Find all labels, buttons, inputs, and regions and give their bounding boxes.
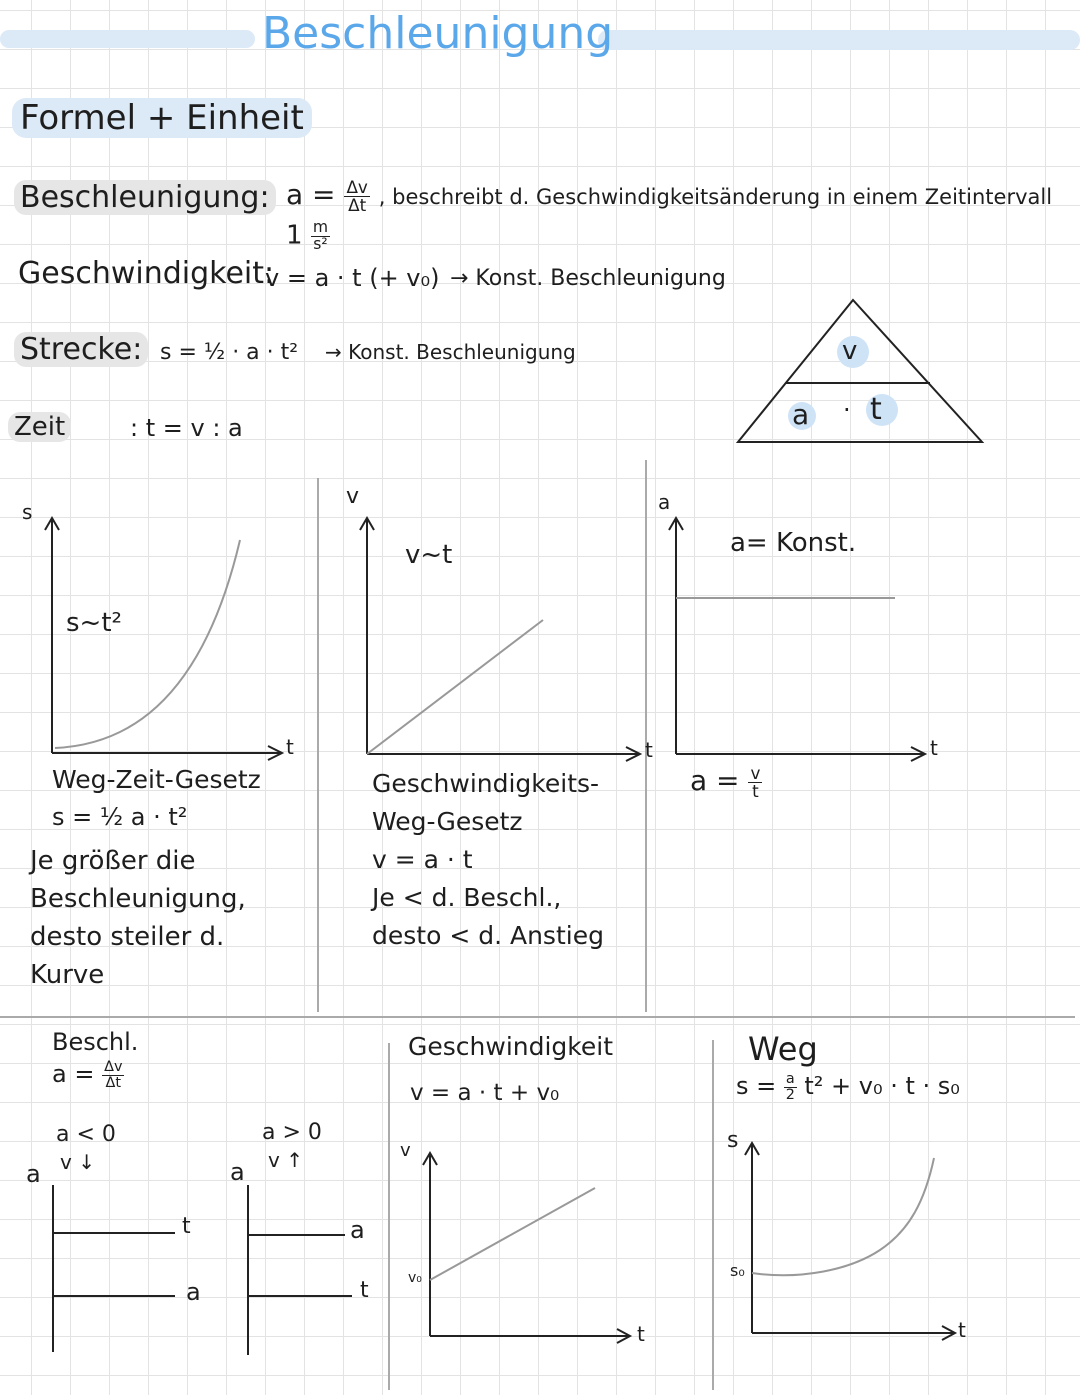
unit-den: s²	[313, 234, 328, 253]
pos-accel-label: a > 0	[262, 1120, 322, 1145]
pos-y-label: a	[230, 1158, 245, 1186]
unit-fraction	[311, 220, 330, 252]
def-geschwindigkeit-note: → Konst. Beschleunigung	[450, 266, 726, 291]
bottom-beschl-title: Beschl.	[52, 1028, 139, 1056]
denominator: Δt	[105, 1074, 122, 1091]
graph2-text	[372, 765, 604, 955]
def-zeit-label: Zeit	[8, 412, 71, 442]
bottom-v-title: Geschwindigkeit	[408, 1032, 614, 1061]
fraction	[344, 176, 369, 215]
fraction	[784, 1072, 797, 1102]
graph-s-t-axes	[45, 518, 282, 760]
bottom-v0-label: v₀	[408, 1270, 422, 1286]
triangle-v: v	[842, 336, 858, 366]
note-line: Je größer die	[30, 846, 196, 876]
graph3-curve-label: a= Konst.	[730, 528, 857, 558]
numerator: Δv	[346, 176, 368, 197]
title-underline-right	[598, 30, 1080, 50]
title-underline-left	[0, 30, 255, 48]
graph-s-s0-axes	[745, 1143, 955, 1340]
unit-num: m	[312, 218, 329, 236]
note-line: Beschleunigung,	[30, 884, 246, 914]
def-strecke-label: Strecke:	[14, 332, 148, 367]
unit-prefix: 1	[286, 220, 303, 251]
graph2-x-label: t	[645, 738, 653, 762]
pos-accel-sub: v ↑	[268, 1148, 303, 1172]
bottom-s-formula	[736, 1072, 960, 1102]
def-zeit-formula: : t = v : a	[130, 414, 243, 442]
formula-lhs: a =	[52, 1060, 95, 1088]
triangle-a: a	[792, 398, 810, 431]
neg-accel-sub: v ↓	[60, 1150, 95, 1174]
graph1-formula: s = ½ a · t²	[52, 803, 188, 831]
graph3-x-label: t	[930, 736, 938, 760]
denominator: 2	[785, 1086, 795, 1103]
graph1-x-label: t	[286, 735, 294, 759]
graph1-curve-label: s~t²	[66, 608, 122, 638]
fraction	[748, 762, 762, 801]
graph3-formula	[690, 764, 762, 799]
bottom-s-x-label: t	[958, 1318, 966, 1342]
bottom-v-formula: v = a · t + v₀	[410, 1080, 560, 1106]
note-line: desto steiler d.	[30, 922, 225, 952]
graph1-title: Weg-Zeit-Gesetz	[52, 765, 261, 794]
graph-a-pos-axes	[248, 1185, 352, 1355]
graph-v-t-line	[367, 620, 543, 754]
section-heading: Formel + Einheit	[12, 98, 312, 138]
graph2-y-label: v	[346, 484, 360, 509]
pos-line-label-1: a	[350, 1216, 365, 1244]
page-title: Beschleunigung	[262, 8, 614, 59]
graph-s-s0-curve	[752, 1158, 934, 1275]
formula-lhs: a =	[690, 764, 740, 797]
note-line: desto < d. Anstieg	[372, 921, 604, 950]
neg-accel-label: a < 0	[56, 1122, 116, 1147]
def-geschwindigkeit-label: Geschwindigkeit:	[18, 256, 275, 291]
bottom-v-y-label: v	[400, 1140, 411, 1161]
graph2-curve-label: v~t	[405, 540, 453, 570]
bottom-s-title: Weg	[748, 1030, 818, 1068]
graph2-title: Geschwindigkeits-	[372, 769, 600, 798]
numerator: a	[785, 1071, 795, 1088]
graph-a-neg-axes	[53, 1185, 175, 1352]
note-line: Kurve	[30, 960, 105, 990]
def-beschleunigung-label: Beschleunigung:	[14, 180, 276, 215]
denominator: t	[752, 780, 759, 801]
bottom-v-x-label: t	[637, 1322, 645, 1346]
formula-lhs: s =	[736, 1072, 777, 1100]
bottom-s-y-label: s	[727, 1128, 739, 1153]
neg-y-label: a	[26, 1160, 41, 1188]
def-beschleunigung-unit	[286, 220, 330, 252]
formula-triangle	[738, 300, 982, 442]
triangle-t: t	[870, 392, 882, 427]
def-beschleunigung-description: , beschreibt d. Geschwindigkeitsänderung in einem Zeitintervall	[378, 185, 1053, 209]
neg-line-label-2: a	[186, 1278, 201, 1306]
def-beschleunigung-formula	[286, 178, 1052, 213]
formula-lhs: a =	[286, 178, 336, 211]
fraction	[102, 1060, 124, 1090]
graph-v-v0-axes	[423, 1153, 630, 1343]
numerator: v	[750, 762, 761, 783]
denominator: Δt	[348, 194, 367, 215]
graph-v-t-axes	[360, 518, 640, 761]
neg-line-label-1: t	[182, 1214, 191, 1239]
graph3-y-label: a	[658, 490, 671, 514]
graph1-notes	[30, 842, 246, 994]
bottom-beschl-formula	[52, 1060, 124, 1090]
graph-v-v0-line	[430, 1188, 595, 1280]
triangle-dot: ·	[843, 396, 851, 424]
def-strecke-formula: s = ½ · a · t²	[160, 340, 299, 365]
def-strecke-note: → Konst. Beschleunigung	[325, 340, 576, 364]
graph2-formula: v = a · t	[372, 845, 473, 874]
def-geschwindigkeit-formula: v = a · t (+ v₀)	[265, 264, 440, 292]
formula-rhs: t² + v₀ · t · s₀	[804, 1072, 960, 1100]
pos-line-label-2: t	[360, 1278, 369, 1303]
graph2-title2: Weg-Gesetz	[372, 807, 523, 836]
numerator: Δv	[104, 1059, 123, 1076]
note-line: Je < d. Beschl.,	[372, 883, 562, 912]
bottom-s0-label: s₀	[730, 1261, 745, 1280]
graph1-y-label: s	[22, 500, 33, 524]
graph-s-t-curve	[55, 540, 240, 748]
